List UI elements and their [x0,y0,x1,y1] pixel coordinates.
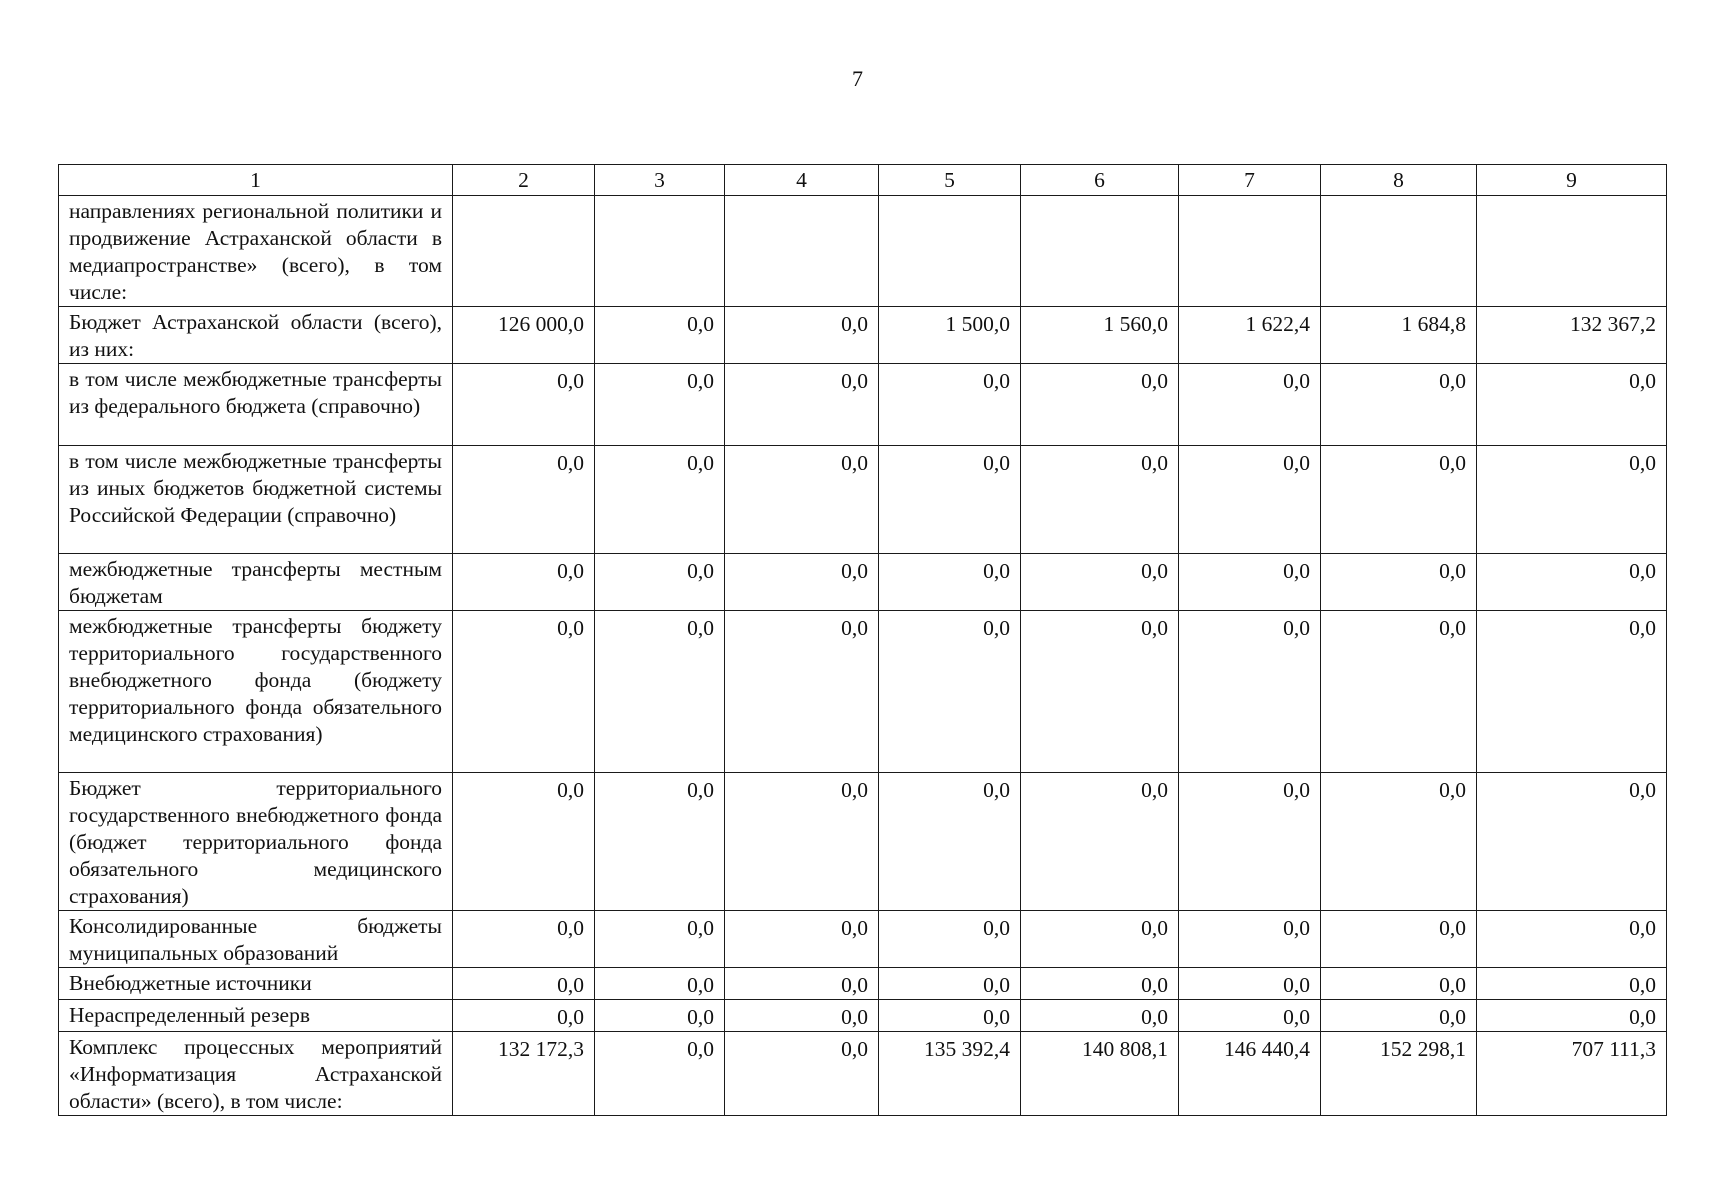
table-cell: 0,0 [725,554,879,611]
table-cell: 0,0 [879,968,1021,1000]
table-cell: 0,0 [1179,968,1321,1000]
table-row [59,1032,1667,1116]
header-cell: 7 [1179,165,1321,196]
table-cell: 0,0 [1021,1000,1179,1032]
table-cell: 0,0 [595,307,725,364]
table-cell [595,196,725,307]
table-cell: 0,0 [1021,968,1179,1000]
table-row [59,773,1667,911]
row-label: Нераспределенный резерв [59,1000,453,1032]
table-cell: 0,0 [1179,446,1321,554]
table-cell: 0,0 [879,446,1021,554]
table-cell: 1 684,8 [1321,307,1477,364]
table-cell [879,196,1021,307]
table-cell: 0,0 [453,911,595,968]
table-cell: 0,0 [1179,364,1321,446]
row-label: межбюджетные трансферты местным бюджетам [59,554,453,611]
table-cell: 0,0 [1477,1000,1667,1032]
table-row [59,1000,1667,1032]
table-cell: 0,0 [1477,611,1667,773]
row-label: Комплекс процессных мероприятий «Информатизация Астраханской области» (всего), в том числе: [59,1032,453,1116]
table-cell: 0,0 [595,1000,725,1032]
table-cell [1321,196,1477,307]
table-cell: 0,0 [595,611,725,773]
table-cell: 0,0 [1179,773,1321,911]
table-cell: 0,0 [1321,364,1477,446]
table-cell: 0,0 [453,364,595,446]
table-cell: 0,0 [1477,446,1667,554]
table-cell: 0,0 [595,968,725,1000]
table-cell: 0,0 [595,364,725,446]
table-row [59,364,1667,446]
table-cell: 0,0 [453,1000,595,1032]
table-cell: 152 298,1 [1321,1032,1477,1116]
table-cell: 0,0 [1021,446,1179,554]
table-cell: 0,0 [1179,611,1321,773]
row-label: межбюджетные трансферты бюджету территориального государственного внебюджетного фонда (бюджету территориального фонда обязательного медицинского страхования) [59,611,453,773]
table-cell: 0,0 [725,1032,879,1116]
table-cell: 0,0 [725,968,879,1000]
table-cell: 126 000,0 [453,307,595,364]
table-cell: 0,0 [879,773,1021,911]
table-cell: 0,0 [1021,364,1179,446]
table-cell: 132 172,3 [453,1032,595,1116]
table-cell: 0,0 [453,554,595,611]
header-row [59,165,1667,196]
table-cell: 0,0 [1477,773,1667,911]
table-cell: 0,0 [879,911,1021,968]
table-body [59,196,1667,1116]
table-cell: 0,0 [453,773,595,911]
table-cell: 140 808,1 [1021,1032,1179,1116]
table-cell: 0,0 [1021,554,1179,611]
row-label: в том числе межбюджетные трансферты из иных бюджетов бюджетной системы Российской Федерации (справочно) [59,446,453,554]
header-cell: 6 [1021,165,1179,196]
table-cell: 0,0 [1179,911,1321,968]
table-cell: 0,0 [725,446,879,554]
table-cell: 0,0 [1477,364,1667,446]
table-row [59,911,1667,968]
table-cell: 1 622,4 [1179,307,1321,364]
table-cell: 0,0 [453,968,595,1000]
table-cell: 0,0 [725,307,879,364]
table-cell: 0,0 [1321,446,1477,554]
table-cell: 0,0 [595,1032,725,1116]
table-cell: 0,0 [1021,611,1179,773]
table-cell: 0,0 [879,554,1021,611]
table-cell: 0,0 [725,773,879,911]
table-cell [453,196,595,307]
table-cell: 0,0 [1477,911,1667,968]
table-cell: 1 500,0 [879,307,1021,364]
budget-table [58,164,1667,1116]
header-cell: 5 [879,165,1021,196]
table-cell: 0,0 [879,364,1021,446]
row-label: в том числе межбюджетные трансферты из федерального бюджета (справочно) [59,364,453,446]
row-label: Бюджет территориального государственного внебюджетного фонда (бюджет территориального фонда обязательного медицинского страхования) [59,773,453,911]
table-cell: 0,0 [1021,773,1179,911]
row-label: направлениях региональной политики и продвижение Астраханской области в медиапространстве» (всего), в том числе: [59,196,453,307]
table-cell: 0,0 [879,611,1021,773]
table-cell: 0,0 [453,446,595,554]
table-cell: 0,0 [595,554,725,611]
header-cell: 2 [453,165,595,196]
table-cell: 0,0 [725,611,879,773]
table-row [59,968,1667,1000]
table-row [59,611,1667,773]
table-cell: 0,0 [879,1000,1021,1032]
table-cell: 0,0 [1321,968,1477,1000]
table-cell: 0,0 [595,446,725,554]
header-cell: 8 [1321,165,1477,196]
table-row [59,554,1667,611]
table-cell: 0,0 [1321,611,1477,773]
table-cell: 0,0 [1021,911,1179,968]
row-label: Консолидированные бюджеты муниципальных образований [59,911,453,968]
row-label: Внебюджетные источники [59,968,453,1000]
table-cell: 0,0 [1321,911,1477,968]
table-cell: 0,0 [1321,773,1477,911]
table-cell: 0,0 [1321,1000,1477,1032]
row-label: Бюджет Астраханской области (всего), из них: [59,307,453,364]
table-cell [1477,196,1667,307]
header-cell: 9 [1477,165,1667,196]
table-cell: 0,0 [725,911,879,968]
table-row [59,196,1667,307]
table-cell: 0,0 [595,911,725,968]
table-cell: 0,0 [453,611,595,773]
page-number: 7 [852,66,863,91]
table-cell [1021,196,1179,307]
table-cell: 0,0 [725,364,879,446]
table-cell: 1 560,0 [1021,307,1179,364]
table-row [59,307,1667,364]
table-cell [1179,196,1321,307]
table-cell: 146 440,4 [1179,1032,1321,1116]
header-cell: 4 [725,165,879,196]
table-cell: 0,0 [725,1000,879,1032]
table-cell: 0,0 [1179,554,1321,611]
table-cell: 0,0 [595,773,725,911]
table-cell: 135 392,4 [879,1032,1021,1116]
table-row [59,446,1667,554]
table-cell: 0,0 [1179,1000,1321,1032]
table-cell: 132 367,2 [1477,307,1667,364]
table-cell: 0,0 [1477,554,1667,611]
table-cell [725,196,879,307]
header-cell: 1 [59,165,453,196]
table-cell: 0,0 [1477,968,1667,1000]
table-cell: 0,0 [1321,554,1477,611]
header-cell: 3 [595,165,725,196]
table-cell: 707 111,3 [1477,1032,1667,1116]
